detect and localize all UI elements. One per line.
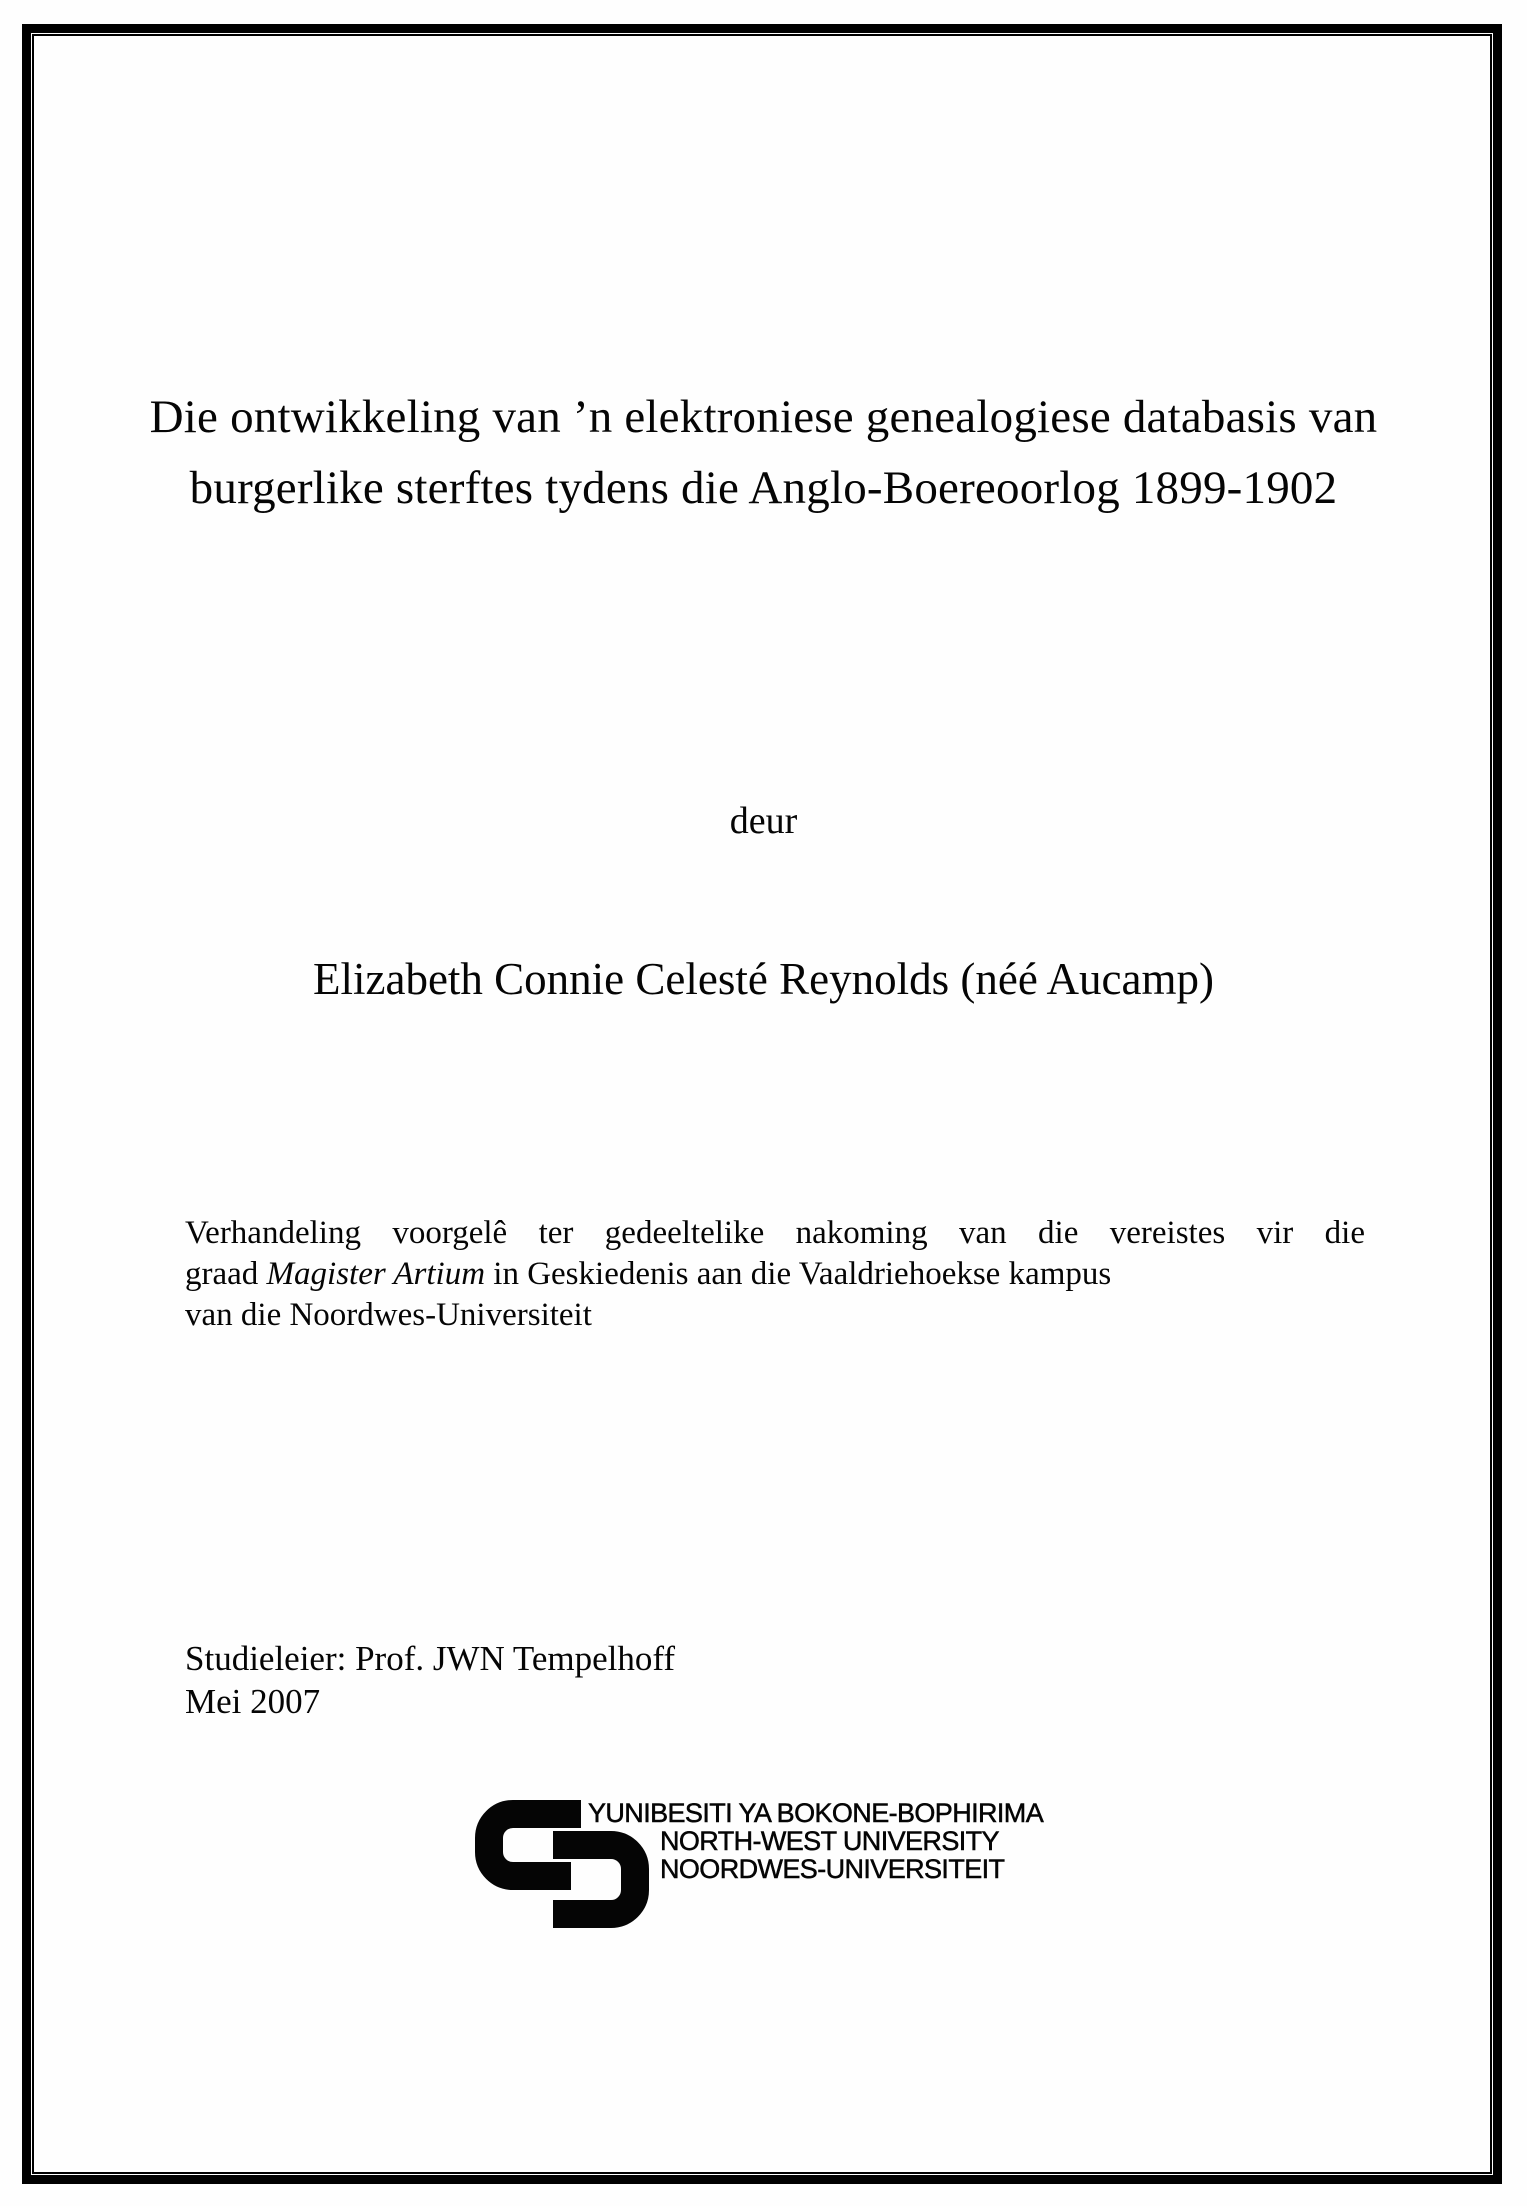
thesis-title [0, 382, 1527, 524]
nwu-logo [468, 1795, 1108, 1970]
nwu-logo-text [588, 1799, 1043, 1883]
supervisor-line: Studieleier: Prof. JWN Tempelhoff [185, 1639, 676, 1678]
degree-statement-line-2 [185, 1254, 1365, 1295]
degree-statement-line-1: Verhandeling voorgelê ter gedeeltelike nakoming van die vereistes vir die [185, 1215, 1365, 1251]
degree-statement-line-2-post: in Geskiedenis aan die Vaaldriehoekse kampus [485, 1256, 1112, 1292]
degree-name-italic: Magister Artium [266, 1256, 486, 1292]
degree-statement-line-2-pre: graad [185, 1256, 267, 1292]
date-line: Mei 2007 [185, 1682, 321, 1721]
author-name: Elizabeth Connie Celesté Reynolds (néé Aucamp) [313, 954, 1214, 1004]
nwu-logo-line-3: NOORDWES-UNIVERSITEIT [660, 1854, 1005, 1884]
thesis-title-line-1: Die ontwikkeling van ’n elektroniese genealogiese databasis van [149, 391, 1378, 443]
degree-statement [185, 1213, 1365, 1336]
supervisor-block [185, 1637, 675, 1723]
nwu-logo-line-2: NORTH-WEST UNIVERSITY [660, 1826, 999, 1856]
byline-deur: deur [729, 800, 798, 842]
nwu-logo-line-1: YUNIBESITI YA BOKONE-BOPHIRIMA [588, 1798, 1044, 1828]
thesis-title-line-2: burgerlike sterftes tydens die Anglo-Boereoorlog 1899-1902 [189, 462, 1338, 514]
degree-statement-line-3: van die Noordwes-Universiteit [185, 1297, 592, 1333]
